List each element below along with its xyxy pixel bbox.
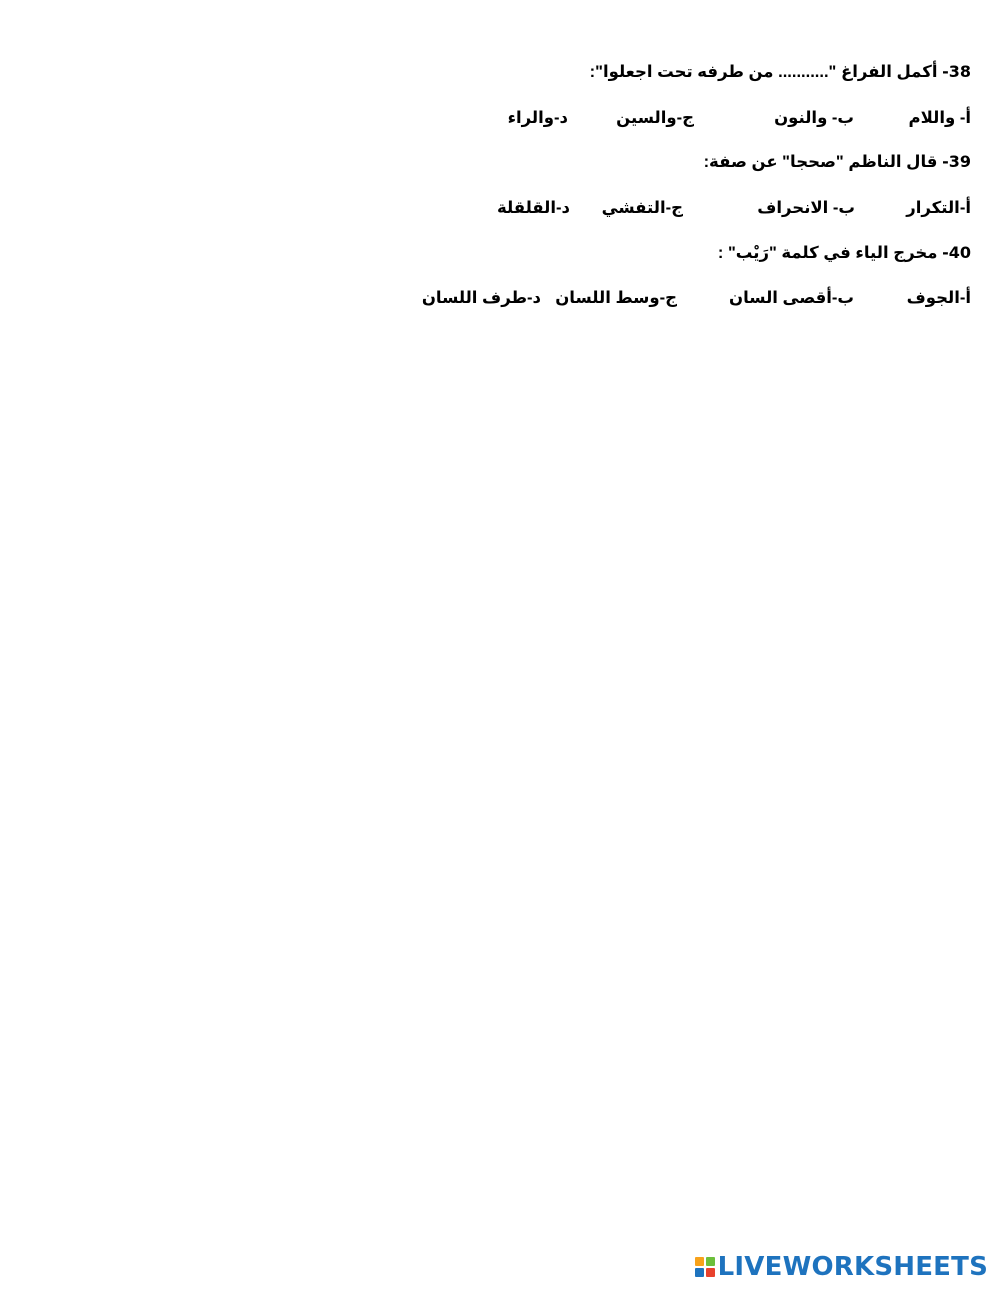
question-39-option-c[interactable]: ج-التفشي: [601, 199, 683, 217]
liveworksheets-logo: [695, 1252, 988, 1282]
question-38-option-b[interactable]: ب- والنون: [774, 109, 854, 127]
logo-mark-square-3: [695, 1268, 704, 1277]
question-38-option-c[interactable]: ج-والسين: [616, 109, 694, 127]
question-40-text: مخرج الياء في كلمة "رَيْب" :: [717, 244, 938, 262]
question-40-option-a[interactable]: أ-الجوف: [906, 289, 971, 307]
question-39-number: 39-: [942, 152, 971, 171]
question-40-option-c[interactable]: ج-وسط اللسان: [555, 289, 677, 307]
question-40-option-b[interactable]: ب-أقصى السان: [729, 289, 854, 307]
question-39-option-b[interactable]: ب- الانحراف: [757, 199, 855, 217]
question-38-text: أكمل الفراغ "........... من طرفه تحت اجعلوا":: [589, 63, 938, 81]
logo-mark-square-1: [695, 1257, 704, 1266]
question-39-option-d[interactable]: د-القلقلة: [496, 199, 570, 217]
question-40-option-d[interactable]: د-طرف اللسان: [421, 289, 541, 307]
logo-mark-square-2: [706, 1257, 715, 1266]
question-38-option-a[interactable]: أ- واللام: [908, 109, 971, 127]
question-39-option-a[interactable]: أ-التكرار: [906, 199, 971, 217]
question-38: [590, 61, 971, 83]
logo-mark-square-4: [706, 1268, 715, 1277]
liveworksheets-logo-text: LIVEWORKSHEETS: [717, 1252, 988, 1282]
question-38-number: 38-: [942, 62, 971, 81]
question-39: [704, 151, 971, 173]
liveworksheets-logo-mark-icon: [695, 1257, 715, 1277]
question-40: [718, 242, 971, 264]
question-40-number: 40-: [942, 243, 971, 262]
question-39-text: قال الناظم "صحجا" عن صفة:: [703, 153, 938, 171]
question-38-option-d[interactable]: د-والراء: [507, 109, 568, 127]
